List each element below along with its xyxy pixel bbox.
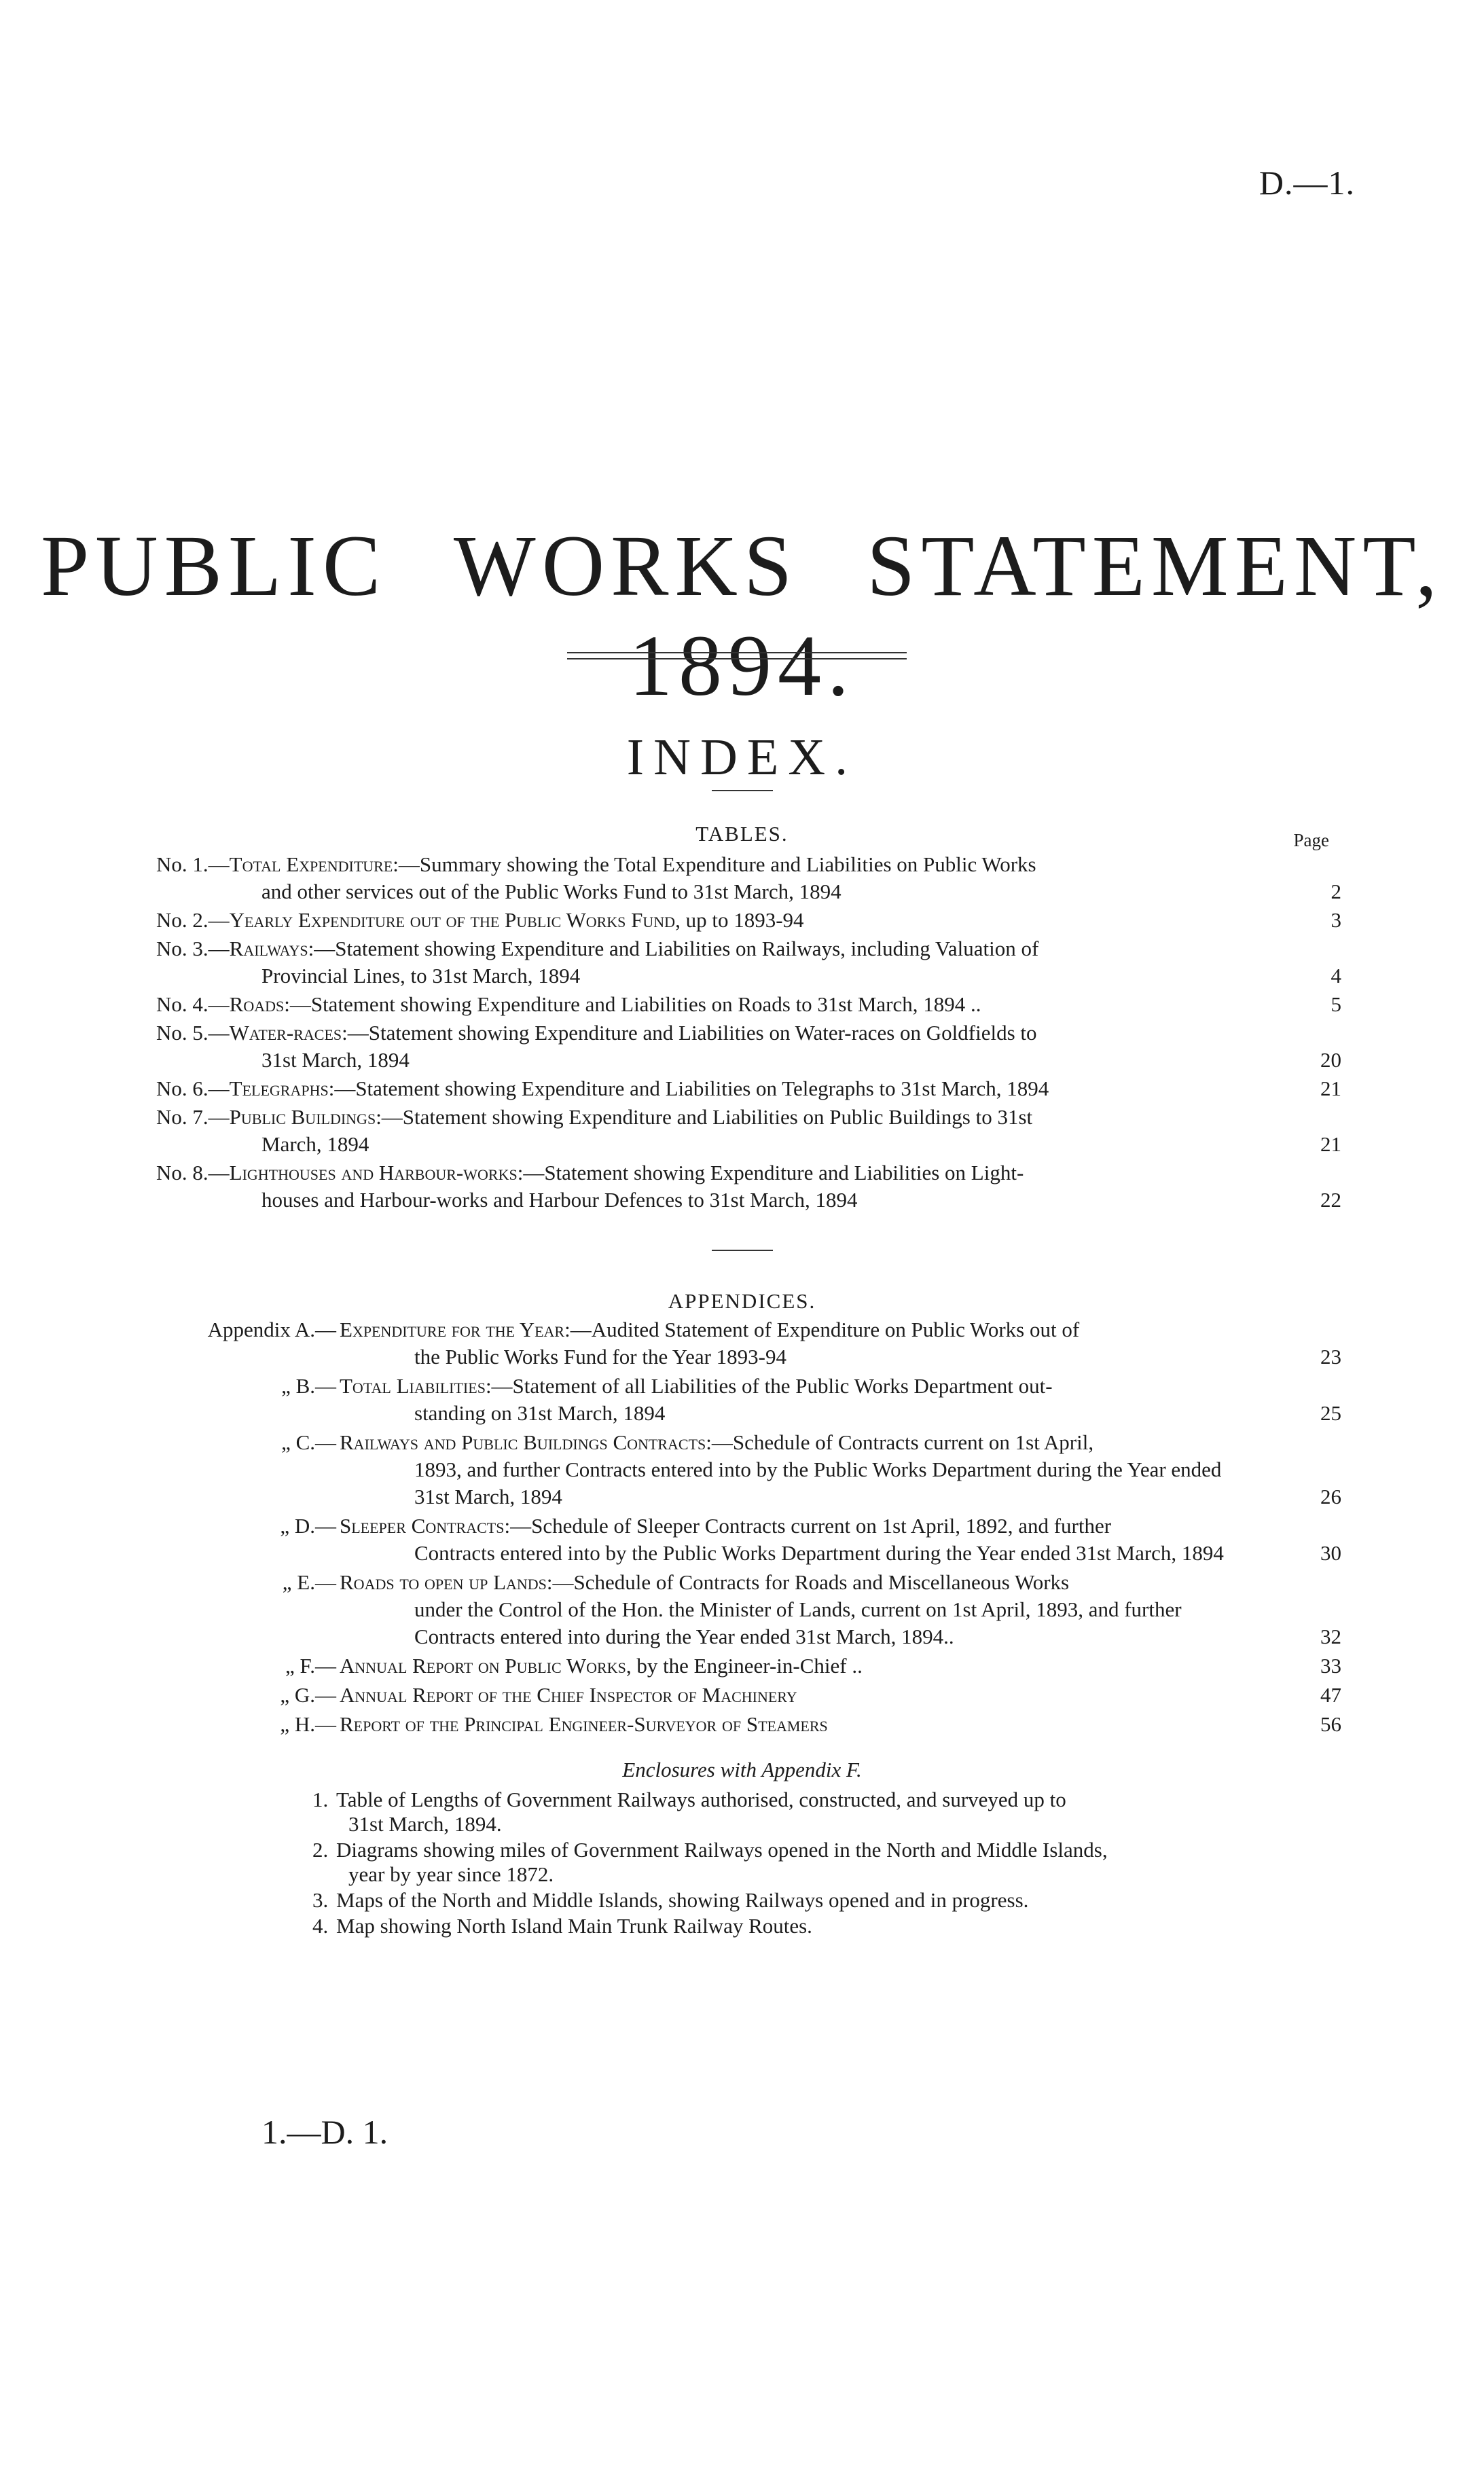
table-entry-text: :—Statement showing Expenditure and Liabilities on Railways, including Valuation of [308, 937, 1039, 960]
enclosure-text: Diagrams showing miles of Government Railways opened in the North and Middle Islands, [336, 1838, 1108, 1862]
enclosure-number: 4. [312, 1914, 329, 1938]
appendix-entry-continuation: under the Control of the Hon. the Minister of Lands, current on 1st April, 1893, and further Contracts entered into during the Year ended 31st March, 1894.. [414, 1597, 1182, 1648]
enclosure-number: 1. [312, 1788, 329, 1811]
index-rule [712, 790, 773, 791]
table-entry-heading: Total Expenditure [229, 852, 393, 876]
enclosure-number: 3. [312, 1888, 329, 1912]
table-entry-text: :—Statement showing Expenditure and Liabilities on Water-races on Goldfields to [342, 1021, 1037, 1045]
appendices-heading: APPENDICES. [668, 1289, 816, 1313]
enclosure-continuation: 31st March, 1894. [348, 1812, 502, 1836]
table-entry-number: No. 3.— [156, 937, 230, 960]
appendix-entry-heading: Report of the Principal Engineer-Surveyor of Steamers [340, 1712, 828, 1736]
appendix-entry-text: :—Schedule of Sleeper Contracts current on 1st April, 1892, and further [504, 1514, 1112, 1538]
table-entry-page: 5 [1331, 992, 1341, 1016]
appendix-entry-heading: Total Liabilities [340, 1374, 486, 1398]
document-reference: D.—1. [1259, 164, 1355, 202]
appendix-entry-text: , by the Engineer-in-Chief .. [626, 1654, 863, 1678]
appendix-entry-continuation: the Public Works Fund for the Year 1893-94 [414, 1345, 787, 1369]
appendix-entry-page: 56 [1320, 1712, 1341, 1736]
table-entry-heading: Lighthouses and Harbour-works [229, 1161, 518, 1184]
enclosure-item [312, 1788, 1263, 1836]
enclosure-item [312, 1838, 1263, 1887]
enclosure-text: Table of Lengths of Government Railways authorised, constructed, and surveyed up to [336, 1788, 1066, 1811]
table-entry-description [156, 907, 1341, 934]
appendix-entry [156, 1711, 1341, 1738]
table-entry-description [156, 991, 1341, 1018]
table-entry-number: No. 1.— [156, 852, 230, 876]
table-entry-heading: Roads [229, 992, 285, 1016]
appendix-entry [156, 1373, 1341, 1427]
appendix-entry-page: 23 [1320, 1345, 1341, 1369]
table-entry-page: 21 [1320, 1132, 1341, 1156]
table-entry [156, 1104, 1341, 1158]
appendix-entry-label: Appendix A.— [207, 1318, 336, 1341]
appendix-entry-page: 33 [1320, 1654, 1341, 1678]
enclosure-continuation: year by year since 1872. [348, 1862, 554, 1886]
enclosures-list [312, 1788, 1263, 1940]
footer-reference: 1.—D. 1. [261, 2113, 388, 2151]
table-entry-description [156, 1075, 1341, 1102]
table-entry-continuation: March, 1894 [261, 1132, 369, 1156]
table-entry-page: 22 [1320, 1188, 1341, 1212]
appendix-entry-page: 47 [1320, 1683, 1341, 1707]
table-entry-continuation: Provincial Lines, to 31st March, 1894 [261, 964, 581, 988]
table-entry-text: :—Summary showing the Total Expenditure and Liabilities on Public Works [393, 852, 1036, 876]
appendix-entry-page: 32 [1320, 1625, 1341, 1648]
appendix-entry-text: :—Statement of all Liabilities of the Public Works Department out- [485, 1374, 1053, 1398]
appendix-entry-page: 25 [1320, 1401, 1341, 1425]
table-entry-number: No. 6.— [156, 1076, 230, 1100]
appendix-entry [156, 1429, 1341, 1510]
appendix-entry [156, 1652, 1341, 1680]
appendix-entry-label: „ F.— [285, 1654, 336, 1678]
appendix-entry-heading: Expenditure for the Year [340, 1318, 565, 1341]
table-entry-continuation: and other services out of the Public Works Fund to 31st March, 1894 [261, 880, 841, 903]
appendix-entry-page: 30 [1320, 1541, 1341, 1565]
appendix-entry-heading: Roads to open up Lands [340, 1570, 547, 1594]
table-entry [156, 851, 1341, 905]
table-entry-description [156, 1159, 1341, 1214]
table-entry-heading: Public Buildings [229, 1105, 376, 1129]
appendix-entry [156, 1513, 1341, 1567]
enclosures-heading: Enclosures with Appendix F. [622, 1758, 862, 1781]
section-rule [712, 1250, 773, 1251]
table-entry-page: 21 [1320, 1076, 1341, 1100]
table-entry-page: 2 [1331, 880, 1341, 903]
table-entry-continuation: 31st March, 1894 [261, 1048, 410, 1072]
enclosure-text: Map showing North Island Main Trunk Railway Routes. [336, 1914, 812, 1938]
table-entry-text: :—Statement showing Expenditure and Liabilities on Light- [517, 1161, 1024, 1184]
appendices-list [156, 1316, 1341, 1740]
table-entry-text: :—Statement showing Expenditure and Liabilities on Telegraphs to 31st March, 1894 [328, 1076, 1049, 1100]
table-entry [156, 907, 1341, 934]
appendix-entry-page: 26 [1320, 1485, 1341, 1508]
table-entry [156, 1075, 1341, 1102]
table-entry-heading: Telegraphs [229, 1076, 329, 1100]
table-entry [156, 935, 1341, 990]
tables-heading: TABLES. [695, 822, 789, 846]
table-entry-text: :—Statement showing Expenditure and Liabilities on Public Buildings to 31st [376, 1105, 1033, 1129]
page-column-heading: Page [1293, 830, 1329, 850]
table-entry-description [156, 851, 1341, 905]
table-entry-number: No. 8.— [156, 1161, 230, 1184]
tables-list [156, 851, 1341, 1215]
appendix-entry [156, 1682, 1341, 1709]
table-entry-page: 20 [1320, 1048, 1341, 1072]
table-entry-description [156, 1019, 1341, 1074]
appendix-entry-heading: Annual Report on Public Works [340, 1654, 626, 1678]
title-double-rule [567, 652, 907, 659]
table-entry-page: 3 [1331, 908, 1341, 932]
appendix-entry-label: „ G.— [280, 1683, 336, 1707]
table-entry [156, 991, 1341, 1018]
table-entry-number: No. 4.— [156, 992, 230, 1016]
table-entry [156, 1019, 1341, 1074]
appendix-entry-heading: Annual Report of the Chief Inspector of Machinery [340, 1683, 797, 1707]
enclosure-text: Maps of the North and Middle Islands, showing Railways opened and in progress. [336, 1888, 1029, 1912]
appendix-entry-label: „ H.— [280, 1712, 336, 1736]
table-entry-heading: Water-races [229, 1021, 342, 1045]
appendix-entry [156, 1316, 1341, 1371]
appendix-entry-continuation: Contracts entered into by the Public Works Department during the Year ended 31st March, 1894 [414, 1541, 1224, 1565]
table-entry-description [156, 935, 1341, 990]
appendix-entry-continuation: 1893, and further Contracts entered into by the Public Works Department during the Year ended 31st March, 1894 [414, 1458, 1222, 1508]
appendix-entry-continuation: standing on 31st March, 1894 [414, 1401, 666, 1425]
table-entry-description [156, 1104, 1341, 1158]
appendix-entry-label: „ C.— [281, 1430, 336, 1454]
table-entry-text: :—Statement showing Expenditure and Liabilities on Roads to 31st March, 1894 .. [284, 992, 981, 1016]
appendix-entry [156, 1569, 1341, 1650]
table-entry-number: No. 7.— [156, 1105, 230, 1129]
enclosure-item [312, 1888, 1263, 1913]
appendix-entry-text: :—Schedule of Contracts current on 1st April, [706, 1430, 1094, 1454]
table-entry-heading: Yearly Expenditure out of the Public Works Fund [229, 908, 676, 932]
page-title: PUBLIC WORKS STATEMENT, 1894. [41, 518, 1443, 714]
index-heading: INDEX. [626, 729, 858, 786]
enclosure-item [312, 1914, 1263, 1938]
appendix-entry-label: „ E.— [282, 1570, 336, 1594]
enclosure-number: 2. [312, 1838, 329, 1862]
table-entry [156, 1159, 1341, 1214]
appendix-entry-label: „ D.— [280, 1514, 336, 1538]
table-entry-number: No. 5.— [156, 1021, 230, 1045]
appendix-entry-text: :—Schedule of Contracts for Roads and Miscellaneous Works [546, 1570, 1070, 1594]
appendix-entry-text: :—Audited Statement of Expenditure on Public Works out of [564, 1318, 1080, 1341]
appendix-entry-heading: Railways and Public Buildings Contracts [340, 1430, 706, 1454]
appendix-entry-label: „ B.— [281, 1374, 336, 1398]
table-entry-number: No. 2.— [156, 908, 230, 932]
table-entry-heading: Railways [229, 937, 308, 960]
appendix-entry-heading: Sleeper Contracts [340, 1514, 505, 1538]
table-entry-text: , up to 1893-94 [675, 908, 804, 932]
table-entry-page: 4 [1331, 964, 1341, 988]
table-entry-continuation: houses and Harbour-works and Harbour Defences to 31st March, 1894 [261, 1188, 858, 1212]
